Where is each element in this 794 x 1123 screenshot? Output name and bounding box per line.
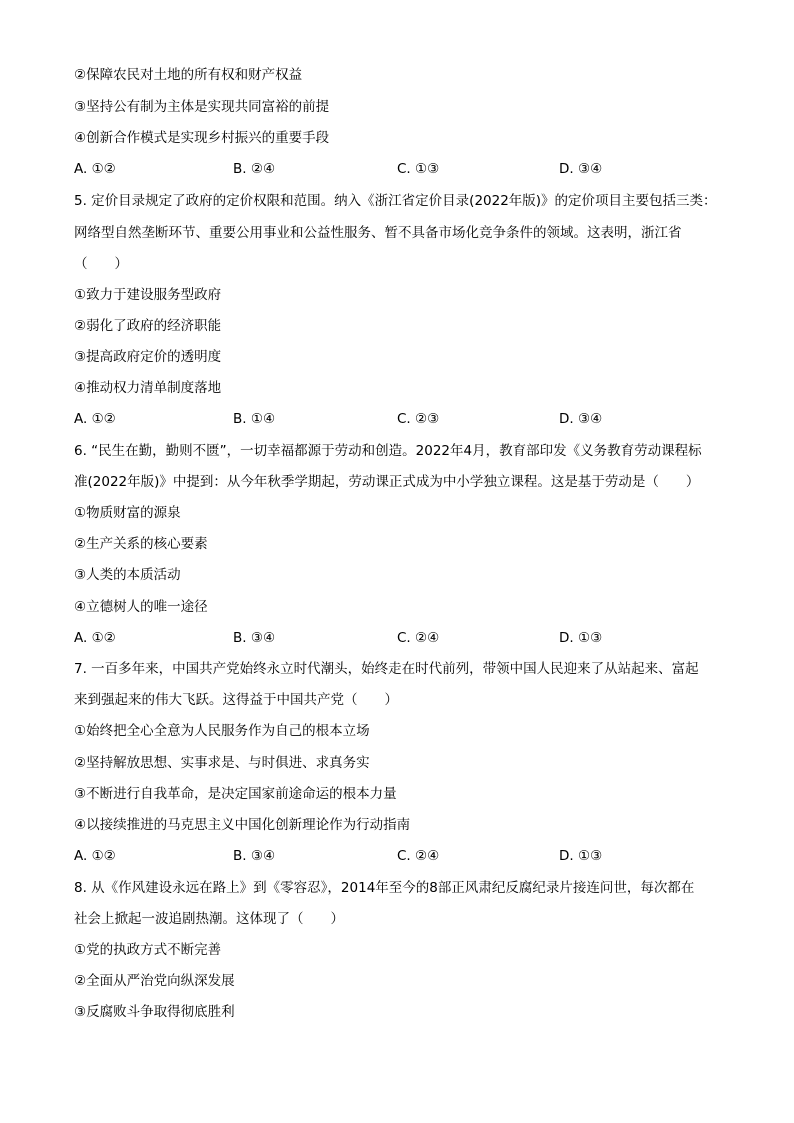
q7-stem-line-2: 来到强起来的伟大飞跃。这得益于中国共产党（ ） bbox=[74, 692, 398, 708]
q6-option-a[interactable]: A. ①② bbox=[74, 630, 116, 646]
q7-option-d[interactable]: D. ①③ bbox=[559, 848, 603, 864]
q5-answer-blank: （ ） bbox=[74, 256, 128, 272]
q8-statement-2: ②全面从严治党向纵深发展 bbox=[74, 973, 235, 989]
q7-option-c[interactable]: C. ②④ bbox=[397, 848, 440, 864]
q8-stem-line-2: 社会上掀起一波追剧热潮。这体现了（ ） bbox=[74, 911, 344, 927]
q6-option-c[interactable]: C. ②④ bbox=[397, 630, 440, 646]
q4-statement-4: ④创新合作模式是实现乡村振兴的重要手段 bbox=[74, 130, 330, 146]
q4-option-d[interactable]: D. ③④ bbox=[559, 161, 603, 177]
q5-stem-line-2: 网络型自然垄断环节、重要公用事业和公益性服务、暂不具备市场化竞争条件的领域。这表明，浙江省 bbox=[74, 225, 682, 241]
q4-statement-3: ③坚持公有制为主体是实现共同富裕的前提 bbox=[74, 99, 330, 115]
q7-statement-1: ①始终把全心全意为人民服务作为自己的根本立场 bbox=[74, 723, 370, 739]
q5-statement-2: ②弱化了政府的经济职能 bbox=[74, 318, 222, 334]
q6-stem-line-1: 6. “民生在勤，勤则不匮”，一切幸福都源于劳动和创造。2022年4月，教育部印发《义务教育劳动课程标 bbox=[74, 443, 702, 459]
q7-statement-4: ④以接续推进的马克思主义中国化创新理论作为行动指南 bbox=[74, 817, 411, 833]
q5-option-b[interactable]: B. ①④ bbox=[233, 411, 276, 427]
q8-statement-1: ①党的执政方式不断完善 bbox=[74, 942, 222, 958]
q5-option-d[interactable]: D. ③④ bbox=[559, 411, 603, 427]
q7-option-a[interactable]: A. ①② bbox=[74, 848, 116, 864]
q5-statement-1: ①致力于建设服务型政府 bbox=[74, 287, 222, 303]
q4-option-c[interactable]: C. ①③ bbox=[397, 161, 440, 177]
q4-option-a[interactable]: A. ①② bbox=[74, 161, 116, 177]
q7-option-b[interactable]: B. ③④ bbox=[233, 848, 276, 864]
q4-option-b[interactable]: B. ②④ bbox=[233, 161, 276, 177]
q4-statement-2: ②保障农民对土地的所有权和财产权益 bbox=[74, 67, 303, 83]
q6-statement-1: ①物质财富的源泉 bbox=[74, 505, 181, 521]
q6-statement-3: ③人类的本质活动 bbox=[74, 567, 181, 583]
q6-option-b[interactable]: B. ③④ bbox=[233, 630, 276, 646]
q5-statement-3: ③提高政府定价的透明度 bbox=[74, 349, 222, 365]
q6-stem-line-2: 准(2022年版)》中提到：从今年秋季学期起，劳动课正式成为中小学独立课程。这是基于劳动是（ ） bbox=[74, 474, 700, 490]
q6-statement-4: ④立德树人的唯一途径 bbox=[74, 599, 208, 615]
q6-option-d[interactable]: D. ①③ bbox=[559, 630, 603, 646]
q7-statement-2: ②坚持解放思想、实事求是、与时俱进、求真务实 bbox=[74, 755, 370, 771]
q5-option-a[interactable]: A. ①② bbox=[74, 411, 116, 427]
q5-statement-4: ④推动权力清单制度落地 bbox=[74, 380, 222, 396]
q7-statement-3: ③不断进行自我革命，是决定国家前途命运的根本力量 bbox=[74, 786, 397, 802]
q8-stem-line-1: 8. 从《作风建设永远在路上》到《零容忍》，2014年至今的8部正风肃纪反腐纪录片接连问世，每次都在 bbox=[74, 880, 695, 896]
q6-statement-2: ②生产关系的核心要素 bbox=[74, 536, 208, 552]
q5-stem-line-1: 5. 定价目录规定了政府的定价权限和范围。纳入《浙江省定价目录(2022年版)》的定价项目主要包括三类： bbox=[74, 193, 717, 209]
q7-stem-line-1: 7. 一百多年来，中国共产党始终永立时代潮头，始终走在时代前列，带领中国人民迎来了从站起来、富起 bbox=[74, 661, 699, 677]
q8-statement-3: ③反腐败斗争取得彻底胜利 bbox=[74, 1004, 235, 1020]
q5-option-c[interactable]: C. ②③ bbox=[397, 411, 440, 427]
